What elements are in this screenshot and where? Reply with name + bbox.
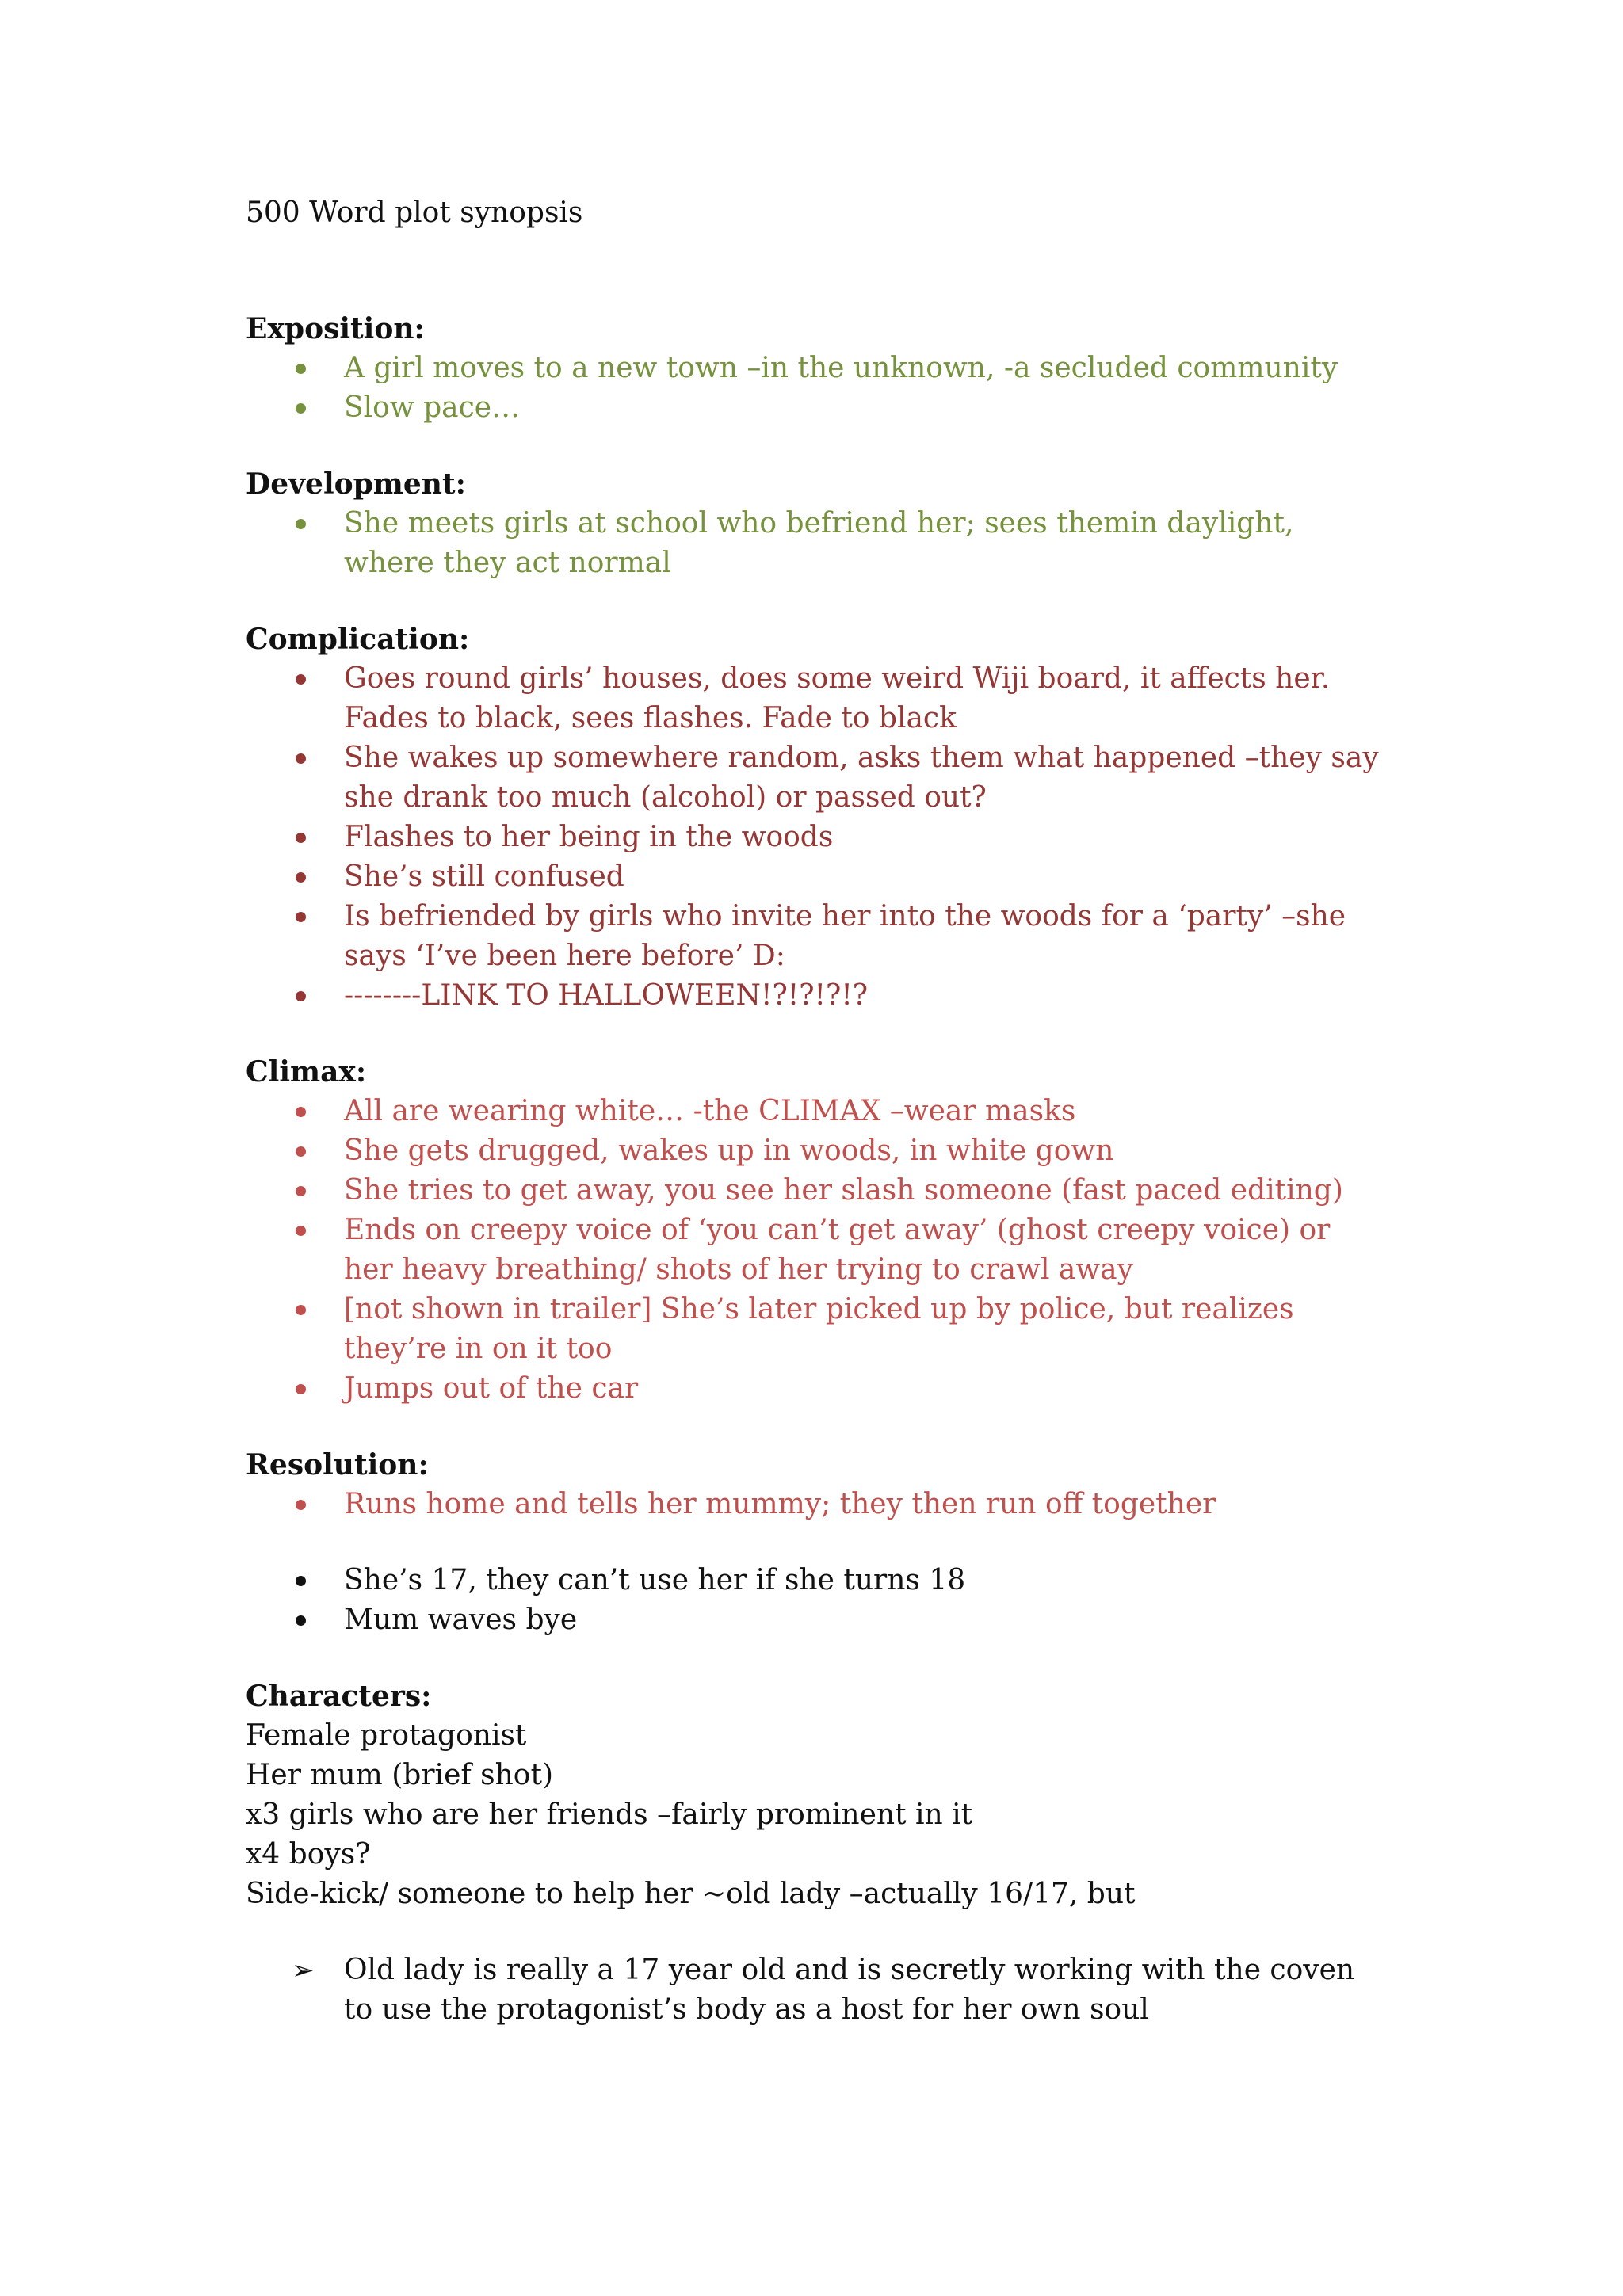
list-item: Goes round girls’ houses, does some weird Wiji board, it affects her. Fades to black, sees flashes. Fade to black [246,659,1379,738]
section-heading: Exposition: [246,312,425,345]
section-resolution [246,1445,1379,1640]
bullet-icon [296,912,306,922]
section-heading: Characters: [246,1680,432,1713]
character-line: x3 girls who are her friends –fairly prominent in it [246,1798,973,1831]
bullet-icon [296,1576,306,1586]
list-item: Mum waves bye [246,1600,1379,1640]
section-complication [246,620,1379,1016]
bullet-icon [296,753,306,764]
list-item: She wakes up somewhere random, asks them what happened –they say she drank too much (alcohol) or passed out? [246,738,1379,818]
document-page [246,193,1379,2066]
bullet-icon [296,1384,306,1394]
bullet-icon [296,991,306,1001]
list-item: Runs home and tells her mummy; they then run off together [246,1485,1379,1524]
list-item: --------LINK TO HALLOWEEN!?!?!?!? [246,976,1379,1016]
character-line: Her mum (brief shot) [246,1759,553,1791]
bullet-icon [296,1615,306,1626]
section-heading: Resolution: [246,1448,429,1482]
bullet-icon [296,674,306,685]
bullet-icon [296,1186,306,1196]
list-item: She’s 17, they can’t use her if she turns 18 [246,1561,1379,1600]
bullet-icon [296,1226,306,1236]
list-item: Jumps out of the car [246,1369,1379,1409]
section-exposition [246,309,1379,428]
section-heading: Complication: [246,623,470,656]
bullet-icon [296,1500,306,1510]
bullet-icon [296,872,306,883]
list-item: She’s still confused [246,857,1379,897]
bullet-icon [296,833,306,843]
character-line: x4 boys? [246,1838,371,1871]
list-item: Ends on creepy voice of ‘you can’t get away’ (ghost creepy voice) or her heavy breathing/ shots of her trying to crawl away [246,1211,1379,1290]
list-item: Is befriended by girls who invite her into the woods for a ‘party’ –she says ‘I’ve been here before’ D: [246,897,1379,976]
list-item: [not shown in trailer] She’s later picked up by police, but realizes they’re in on it too [246,1290,1379,1369]
character-line: Female protagonist [246,1719,527,1752]
list-item: A girl moves to a new town –in the unknown, -a secluded community [246,349,1379,388]
section-climax [246,1052,1379,1409]
bullet-icon [296,403,306,414]
section-development [246,464,1379,583]
bullet-icon [296,364,306,374]
list-item: Slow pace… [246,388,1379,428]
list-item: Flashes to her being in the woods [246,818,1379,857]
section-heading: Development: [246,467,466,501]
section-heading: Climax: [246,1055,367,1089]
list-item: ➢ Old lady is really a 17 year old and is secretly working with the coven to use the protagonist’s body as a host for her own soul [246,1951,1379,2030]
list-item: She tries to get away, you see her slash someone (fast paced editing) [246,1171,1379,1211]
document-title: 500 Word plot synopsis [246,196,583,229]
list-item: She meets girls at school who befriend her; sees themin daylight, where they act normal [246,504,1379,583]
bullet-icon [296,1107,306,1117]
list-item: All are wearing white… -the CLIMAX –wear masks [246,1092,1379,1131]
character-line: Side-kick/ someone to help her ~old lady –actually 16/17, but [246,1878,1136,1910]
arrow-bullet-icon: ➢ [292,1955,315,1986]
bullet-icon [296,1146,306,1157]
list-item: She gets drugged, wakes up in woods, in white gown [246,1131,1379,1171]
bullet-icon [296,519,306,529]
bullet-icon [296,1305,306,1315]
section-characters [246,1676,1379,2030]
